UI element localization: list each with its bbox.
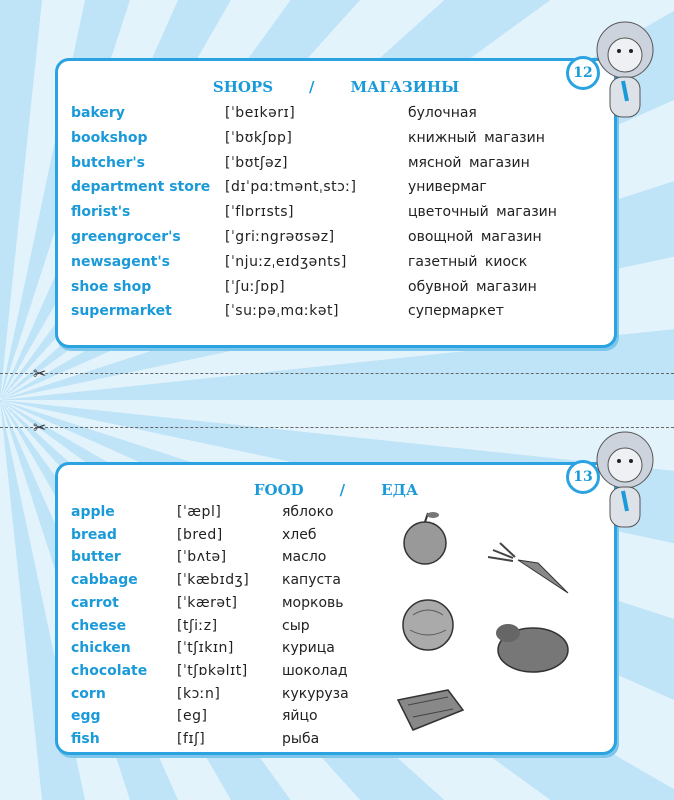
- transcription: [ˈtʃɪkɪn]: [177, 640, 234, 657]
- lion-mascot-icon: [590, 15, 660, 130]
- title-ru: МАГАЗИНЫ: [350, 78, 460, 96]
- card-number-badge: 13: [566, 460, 600, 494]
- transcription: [ˈflɒrɪsts]: [225, 204, 295, 221]
- carrot-icon: [488, 543, 568, 593]
- transcription: [ˈsuːpəˌmɑːkət]: [225, 303, 339, 320]
- transcription: [ˈkæbɪdʒ]: [177, 572, 250, 589]
- transcription: [bred]: [177, 526, 223, 543]
- russian-translation: газетный киоск: [408, 253, 528, 270]
- russian-translation: рыба: [282, 731, 320, 747]
- vocab-row: [58, 229, 614, 251]
- transcription: [ˈkærət]: [177, 594, 238, 611]
- english-word: chocolate: [71, 662, 148, 679]
- transcription: [ˈtʃɒkəlɪt]: [177, 662, 248, 679]
- russian-translation: морковь: [282, 594, 344, 611]
- vocab-row: [58, 279, 614, 301]
- vocab-row: [58, 204, 614, 226]
- russian-translation: обувной магазин: [408, 278, 537, 295]
- transcription: [ˈæpl]: [177, 504, 222, 520]
- title-ru: ЕДА: [381, 481, 419, 499]
- russian-translation: супермаркет: [408, 303, 504, 320]
- english-word: greengrocer's: [71, 229, 181, 245]
- russian-translation: хлеб: [282, 526, 317, 543]
- food-illustrations: [388, 505, 588, 745]
- english-word: butter: [71, 549, 121, 566]
- vocab-row: [58, 155, 614, 177]
- transcription: [fɪʃ]: [177, 731, 206, 747]
- english-word: bookshop: [71, 129, 148, 146]
- english-word: bakery: [71, 105, 125, 121]
- russian-translation: булочная: [408, 105, 477, 121]
- english-word: carrot: [71, 594, 119, 611]
- russian-translation: мясной магазин: [408, 154, 530, 171]
- scissors-icon: ✂: [33, 364, 47, 383]
- card-title: [58, 481, 614, 499]
- lion-mascot-icon: [590, 425, 660, 540]
- english-word: apple: [71, 504, 115, 520]
- english-word: butcher's: [71, 154, 145, 171]
- english-word: florist's: [71, 204, 131, 221]
- transcription: [tʃiːz]: [177, 617, 218, 634]
- english-word: cheese: [71, 617, 127, 634]
- title-en: SHOPS: [212, 78, 274, 96]
- transcription: [ˈbʊkʃɒp]: [225, 129, 293, 146]
- russian-translation: капуста: [282, 572, 341, 589]
- vocab-row: [58, 254, 614, 276]
- russian-translation: курица: [282, 640, 335, 657]
- english-word: supermarket: [71, 303, 172, 320]
- cut-line: [0, 373, 674, 374]
- russian-translation: овощной магазин: [408, 229, 542, 245]
- russian-translation: книжный магазин: [408, 129, 545, 146]
- transcription: [ˈʃuːʃɒp]: [225, 278, 286, 295]
- transcription: [ˈnjuːzˌeɪdʒənts]: [225, 253, 347, 270]
- english-word: cabbage: [71, 572, 138, 589]
- food-card: [55, 462, 617, 755]
- russian-translation: яблоко: [282, 504, 334, 520]
- english-word: corn: [71, 685, 106, 702]
- transcription: [ˈbʌtə]: [177, 549, 227, 566]
- english-word: bread: [71, 526, 117, 543]
- transcription: [ˈgriːngrəʊsəz]: [225, 229, 335, 245]
- title-separator: /: [309, 78, 315, 96]
- english-word: fish: [71, 731, 100, 747]
- english-word: shoe shop: [71, 278, 152, 295]
- vocab-row: [58, 303, 614, 325]
- transcription: [ˈbʊtʃəz]: [225, 154, 288, 171]
- russian-translation: универмаг: [408, 179, 487, 196]
- transcription: [dɪˈpɑːtməntˌstɔː]: [225, 179, 357, 196]
- scissors-icon: ✂: [33, 418, 47, 437]
- russian-translation: цветочный магазин: [408, 204, 557, 221]
- russian-translation: яйцо: [282, 708, 318, 725]
- cut-line: [0, 427, 674, 428]
- title-en: FOOD: [253, 481, 304, 499]
- vocab-row: [58, 179, 614, 201]
- russian-translation: масло: [282, 549, 327, 566]
- transcription: [ˈbeɪkərɪ]: [225, 105, 296, 121]
- card-number-badge: 12: [566, 56, 600, 90]
- english-word: chicken: [71, 640, 131, 657]
- apple-icon: [404, 512, 446, 564]
- cabbage-icon: [403, 600, 453, 650]
- card-title: [58, 78, 614, 96]
- english-word: egg: [71, 708, 101, 725]
- russian-translation: сыр: [282, 617, 310, 634]
- russian-translation: кукуруза: [282, 685, 349, 702]
- vocab-row: [58, 105, 614, 127]
- english-word: newsagent's: [71, 253, 170, 270]
- chicken-icon: [496, 624, 568, 672]
- transcription: [eg]: [177, 708, 208, 725]
- russian-translation: шоколад: [282, 662, 348, 679]
- shops-card: [55, 58, 617, 348]
- vocab-row: [58, 130, 614, 152]
- fish-icon: [398, 690, 463, 730]
- english-word: department store: [71, 179, 211, 196]
- title-separator: /: [339, 481, 346, 499]
- transcription: [kɔːn]: [177, 685, 221, 702]
